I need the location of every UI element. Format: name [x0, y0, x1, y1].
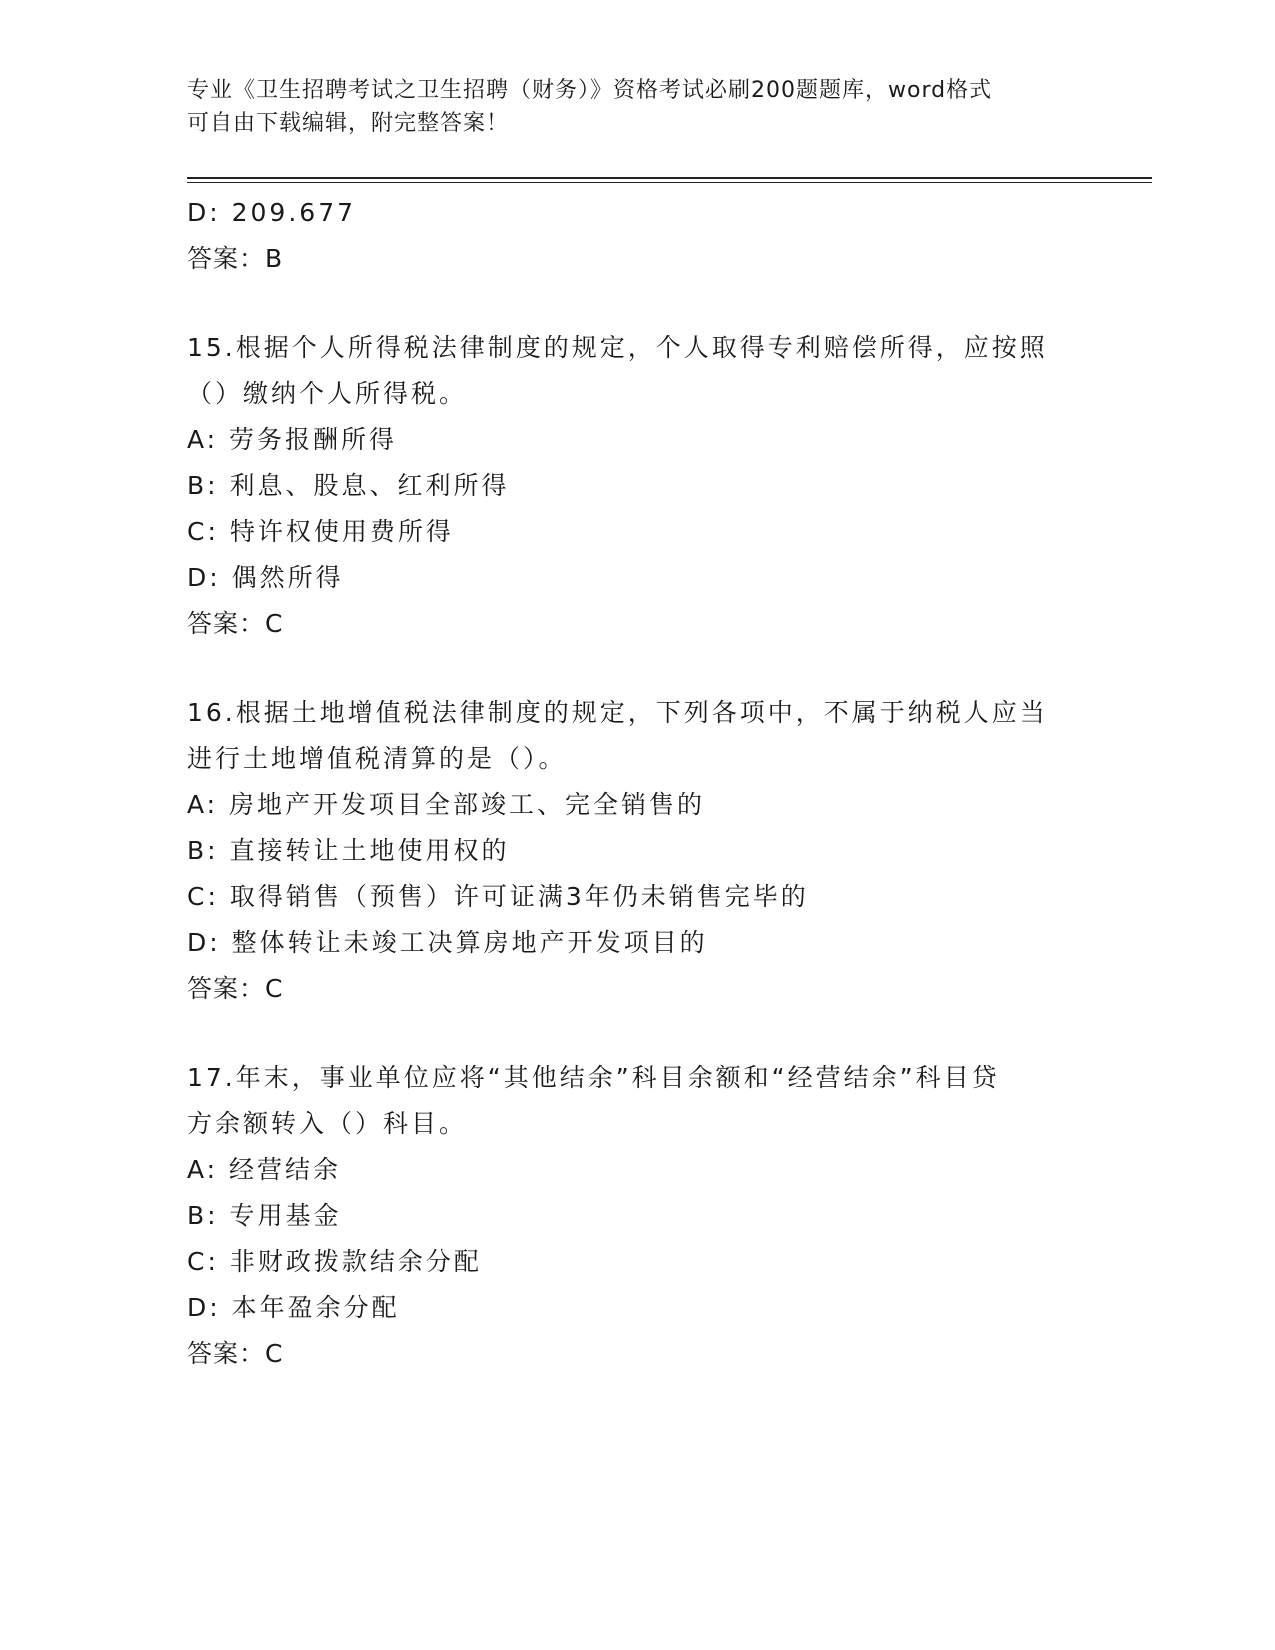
- answer: 答案：B: [187, 244, 284, 273]
- option-b: B: 直接转让土地使用权的: [187, 836, 510, 865]
- question-stem: 17.年末，事业单位应将“其他结余”科目余额和“经营结余”科目贷: [187, 1063, 1000, 1092]
- option-d: D: 偶然所得: [187, 563, 344, 592]
- document-header: [187, 74, 1067, 140]
- question-16: [187, 690, 1087, 1012]
- header-line-1: 专业《卫生招聘考试之卫生招聘（财务）》资格考试必刷200题题库，word格式: [187, 78, 993, 103]
- question-15: [187, 325, 1087, 647]
- question-stem: 16.根据土地增值税法律制度的规定，下列各项中，不属于纳税人应当: [187, 698, 1048, 727]
- option-b: B: 专用基金: [187, 1201, 342, 1230]
- answer: 答案：C: [187, 1339, 284, 1368]
- option-c: C: 非财政拨款结余分配: [187, 1247, 482, 1276]
- option-a: A: 经营结余: [187, 1155, 342, 1184]
- question-stem-continued: 方余额转入（）科目。: [187, 1109, 468, 1138]
- option-c: C: 取得销售（预售）许可证满3年仍未销售完毕的: [187, 882, 809, 911]
- header-divider-thick: [187, 177, 1152, 179]
- document-body: [187, 190, 1087, 1377]
- question-stem-continued: （）缴纳个人所得税。: [187, 379, 468, 408]
- option-a: A: 劳务报酬所得: [187, 425, 398, 454]
- header-line-2: 可自由下载编辑，附完整答案！: [187, 111, 510, 136]
- answer: 答案：C: [187, 609, 284, 638]
- question-stem: 15.根据个人所得税法律制度的规定，个人取得专利赔偿所得，应按照: [187, 333, 1048, 362]
- question-17: [187, 1055, 1087, 1377]
- previous-question-tail: [187, 190, 1087, 282]
- option-d: D: 209.677: [187, 198, 357, 227]
- answer: 答案：C: [187, 974, 284, 1003]
- option-d: D: 本年盈余分配: [187, 1293, 400, 1322]
- header-divider-thin: [187, 182, 1152, 183]
- option-a: A: 房地产开发项目全部竣工、完全销售的: [187, 790, 706, 819]
- option-c: C: 特许权使用费所得: [187, 517, 454, 546]
- option-b: B: 利息、股息、红利所得: [187, 471, 510, 500]
- question-stem-continued: 进行土地增值税清算的是（）。: [187, 744, 567, 773]
- option-d: D: 整体转让未竣工决算房地产开发项目的: [187, 928, 708, 957]
